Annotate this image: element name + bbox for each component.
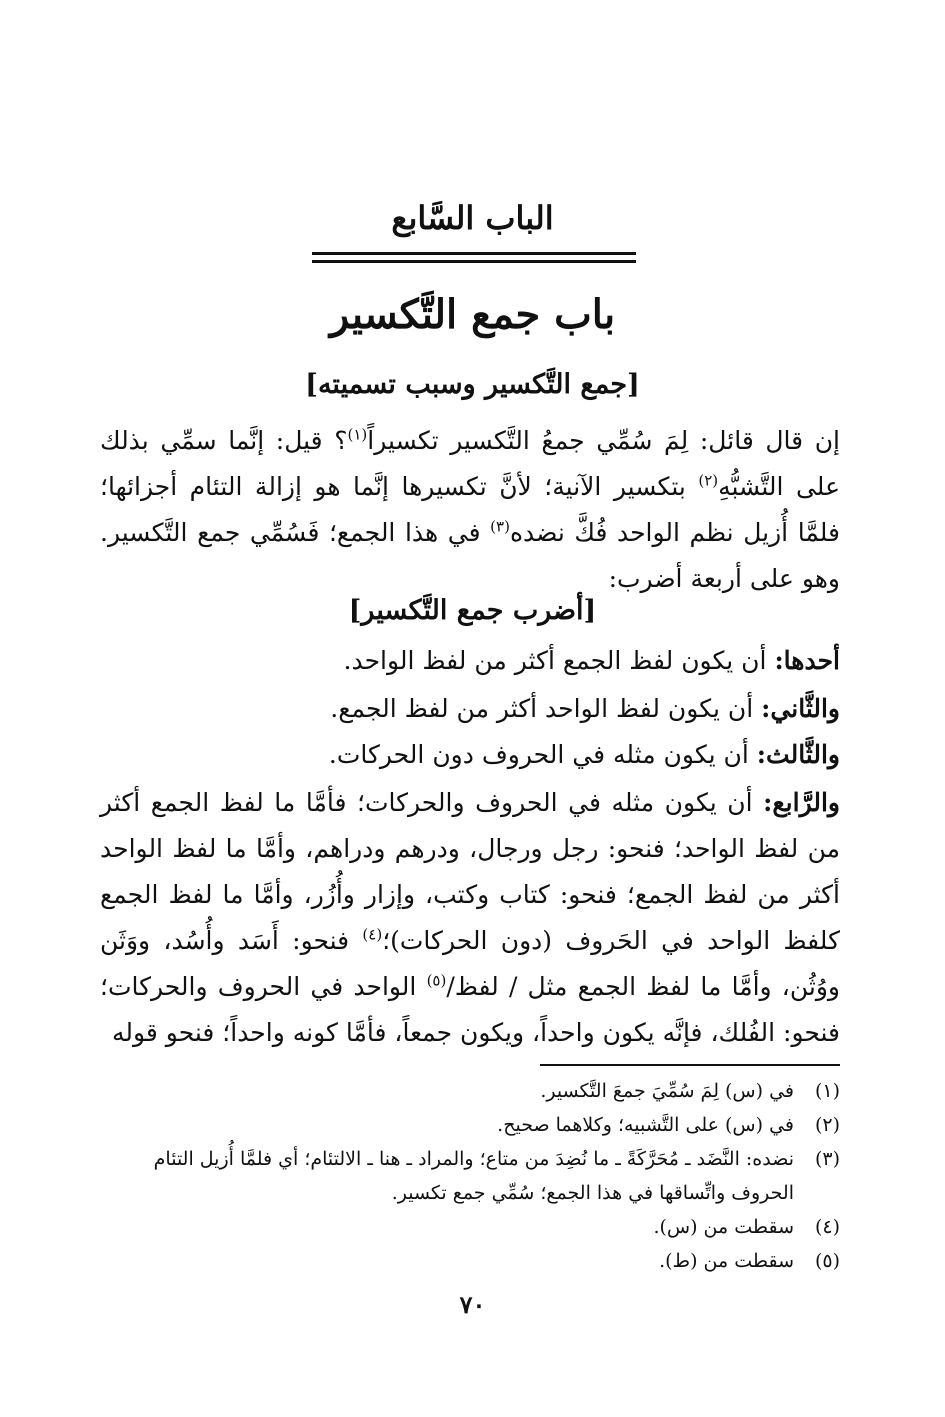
page-number: ٧٠ — [459, 1290, 486, 1319]
fourth-text-2: فنحو: أَسَد وأُسُد، ووَثَن ووُثُن، وأمَّا ما لفظ الجمع مثل / لفظ/ — [100, 926, 840, 1001]
subheading-types: [أضرب جمع التَّكسير] — [348, 595, 597, 626]
footnote-separator — [540, 1064, 840, 1066]
item-text: أن يكون لفظ الواحد أكثر من لفظ الجمع. — [330, 694, 762, 723]
chapter-title: الباب السَّابع — [391, 199, 554, 237]
footnote-number: (٣) — [814, 1148, 840, 1170]
intro-text-2: ؟ قيل: إنَّما سمِّي بذلك على التَّشبُّهِ — [100, 426, 840, 501]
list-item — [100, 732, 840, 778]
footnote — [100, 1210, 840, 1244]
fourth-lead: والرَّابع: — [763, 788, 840, 817]
fourth-text-3: الواحد في الحروف والحركات؛ فنحو: الفُلك، فإنَّه يكون واحداً، ويكون جمعاً، فأمَّا كونه واحداً؛ فنحو قوله — [100, 972, 840, 1047]
footnote-number: (١) — [814, 1080, 840, 1102]
footnote-ref-5: (٥) — [426, 971, 447, 990]
list-item — [100, 686, 840, 732]
item-lead: والثَّالث: — [756, 740, 840, 769]
footnote-text: في (س) لِمَ سُمِّيَ جمعَ التَّكسير. — [540, 1080, 794, 1102]
fourth-text-1: أن يكون مثله في الحروف والحركات؛ فأمَّا ما لفظ الجمع أكثر من لفظ الواحد؛ فنحو: رجل ورجال، ودرهم ودراهم، وأمَّا ما لفظ الواحد أكثر من لفظ الجمع؛ فنحو: كتاب وكتب، وإزار وأُزُر، وأمَّا ما لفظ الجمع كلفظ الواحد في الحَروف (دون الحركات)؛ — [100, 788, 840, 955]
item-lead: والثَّاني: — [761, 694, 840, 723]
section-title: باب جمع التَّكسير — [329, 291, 616, 338]
footnote — [100, 1108, 840, 1142]
footnote-text: في (س) على التَّشبيه؛ وكلاهما صحيح. — [497, 1114, 794, 1136]
footnote-number: (٢) — [814, 1114, 840, 1136]
subheading-naming: [جمع التَّكسير وسبب تسميته] — [305, 369, 640, 400]
footnote-ref-3: (٣) — [490, 517, 510, 536]
footnotes-list — [100, 1074, 840, 1278]
intro-text-4: في هذا الجمع؛ فَسُمِّي جمع التَّكسير. وهو على أربعة أضرب: — [100, 518, 840, 593]
footnote-number: (٥) — [814, 1250, 840, 1272]
footnote-text: نضده: النَّضَد ـ مُحَرَّكَةً ـ ما نُضِدَ من متاع؛ والمراد ـ هنا ـ الالتئام؛ أي فلمَّا أُزيل التئام الحروف واتِّساقها في هذا الجمع؛ سُمِّي جمع تكسير. — [153, 1148, 794, 1204]
footnote-ref-1: (١) — [347, 425, 368, 444]
footnote — [100, 1142, 840, 1210]
footnote — [100, 1244, 840, 1278]
intro-text-3: بتكسير الآنية؛ لأنَّ تكسيرها إنَّما هو إزالة التئام أجزائها؛ فلمَّا أُزيل نظم الواحد فُكَّ نضده — [100, 472, 840, 547]
footnote-number: (٤) — [814, 1216, 840, 1238]
list-item — [100, 638, 840, 684]
item-lead: أحدها: — [774, 646, 840, 675]
footnote — [100, 1074, 840, 1108]
footnote-ref-2: (٢) — [698, 471, 719, 490]
footnote-text: سقطت من (ط). — [659, 1250, 794, 1272]
title-rule-bottom — [312, 260, 636, 263]
footnote-text: سقطت من (س). — [653, 1216, 794, 1238]
title-rule-top — [312, 252, 636, 255]
item-text: أن يكون مثله في الحروف دون الحركات. — [328, 740, 757, 769]
footnote-ref-4: (٤) — [362, 925, 383, 944]
fourth-paragraph — [100, 780, 840, 1056]
intro-text-1: إن قال قائل: لِمَ سُمِّي جمعُ التَّكسير تكسيراً — [367, 426, 841, 455]
intro-paragraph — [100, 418, 840, 602]
item-text: أن يكون لفظ الجمع أكثر من لفظ الواحد. — [343, 646, 775, 675]
